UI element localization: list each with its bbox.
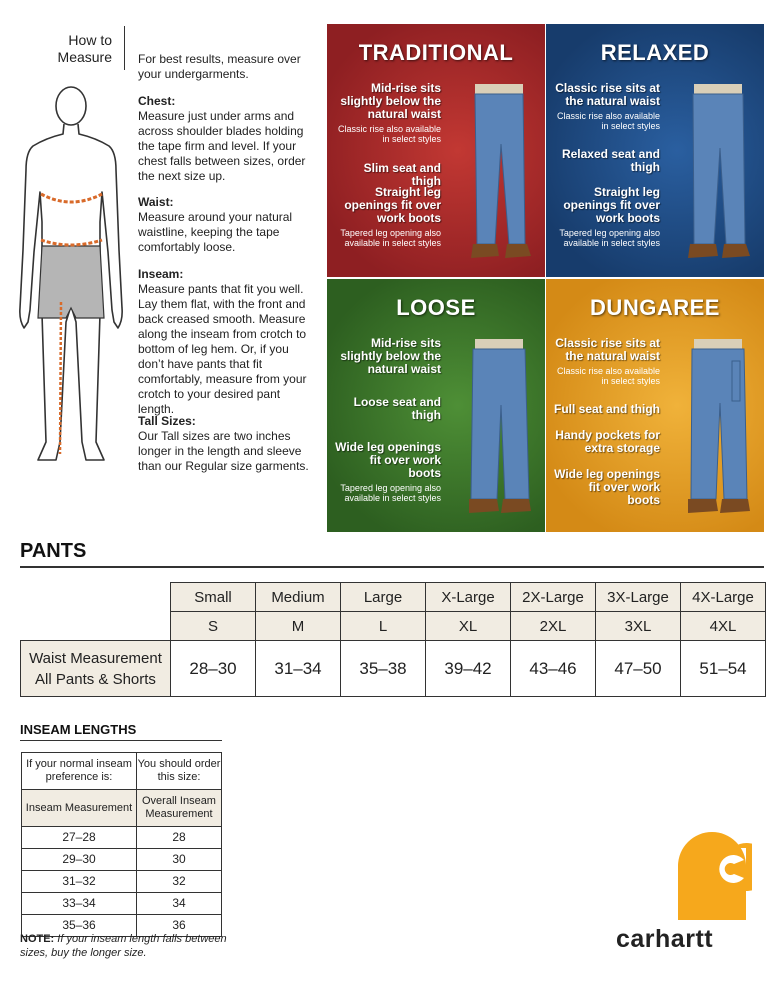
pants-size-table bbox=[20, 582, 766, 697]
fit-title: TRADITIONAL bbox=[358, 40, 514, 65]
fit-feature bbox=[554, 82, 660, 131]
size-code: XL bbox=[426, 612, 511, 641]
size-name: Medium bbox=[256, 583, 341, 612]
fit-panel-dungaree bbox=[546, 279, 764, 532]
jeans-image bbox=[469, 339, 531, 519]
carhartt-wordmark: carhartt bbox=[616, 925, 714, 953]
note-label: NOTE: bbox=[20, 933, 55, 945]
feature-bold: Full seat and thigh bbox=[554, 402, 661, 416]
section-text: Measure pants that fit you well. Lay them flat, with the front and back creased smooth. Measure along the inseam from crotch to bottom of leg hem. Or, if you don’t have pants that fit comfortably, measure from your crotch to your desired pant length. bbox=[138, 282, 307, 416]
inseam-header-1: If your normal inseam preference is: bbox=[22, 753, 137, 790]
carhartt-c-logo-icon bbox=[672, 826, 752, 920]
title-divider bbox=[124, 26, 125, 70]
size-code: 2XL bbox=[511, 612, 596, 641]
fit-panel-traditional bbox=[327, 24, 545, 277]
note-text: If your inseam length falls between sizes, buy the longer size. bbox=[20, 933, 227, 959]
empty-cell bbox=[21, 612, 171, 641]
intro-text: For best results, measure over your undergarments. bbox=[138, 52, 301, 81]
inseam-pref: 33–34 bbox=[22, 893, 137, 915]
size-name: Large bbox=[341, 583, 426, 612]
jeans-image bbox=[688, 84, 750, 264]
empty-cell bbox=[21, 583, 171, 612]
size-name: 4X-Large bbox=[681, 583, 766, 612]
size-code: 4XL bbox=[681, 612, 766, 641]
pants-divider bbox=[20, 566, 764, 568]
waist-value: 35–38 bbox=[341, 641, 426, 697]
feature-bold: Classic rise sits at the natural waist bbox=[555, 336, 660, 363]
inseam-heading: INSEAM LENGTHS bbox=[20, 722, 137, 737]
feature-note: Classic rise also available in select styles bbox=[556, 111, 660, 131]
feature-bold: Slim seat and thigh bbox=[363, 161, 441, 188]
feature-note: Classic rise also available in select styles bbox=[337, 124, 441, 144]
section-heading: Waist: bbox=[138, 195, 174, 209]
feature-bold: Wide leg openings fit over work boots bbox=[335, 440, 441, 480]
fit-feature bbox=[335, 441, 441, 503]
size-code: S bbox=[171, 612, 256, 641]
fit-feature bbox=[335, 396, 441, 422]
how-to-measure-title bbox=[20, 32, 112, 66]
fit-feature bbox=[335, 82, 441, 144]
inseam-subheader-1: Inseam Measurement bbox=[22, 790, 137, 827]
label-line-2: All Pants & Shorts bbox=[35, 670, 156, 688]
title-line-2: Measure bbox=[57, 49, 112, 65]
size-name: X-Large bbox=[426, 583, 511, 612]
inseam-order: 34 bbox=[137, 893, 222, 915]
inseam-pref: 35–36 bbox=[22, 915, 137, 937]
inseam-pref: 31–32 bbox=[22, 871, 137, 893]
inseam-subheader-2: Overall Inseam Measurement bbox=[137, 790, 222, 827]
jeans-image bbox=[469, 84, 531, 264]
inseam-note bbox=[20, 932, 230, 960]
size-name: 2X-Large bbox=[511, 583, 596, 612]
jeans-image bbox=[688, 339, 750, 519]
size-name: 3X-Large bbox=[596, 583, 681, 612]
body-measurement-figure bbox=[16, 82, 126, 472]
fit-feature bbox=[335, 186, 441, 248]
fit-feature bbox=[554, 148, 660, 174]
inseam-table bbox=[21, 752, 222, 937]
feature-bold: Straight leg openings fit over work boots bbox=[563, 185, 660, 225]
tall-sizes-section bbox=[138, 414, 318, 474]
inseam-order: 28 bbox=[137, 827, 222, 849]
feature-bold: Handy pockets for extra storage bbox=[555, 428, 660, 455]
feature-bold: Wide leg openings fit over work boots bbox=[554, 467, 660, 507]
waist-value: 47–50 bbox=[596, 641, 681, 697]
size-code: 3XL bbox=[596, 612, 681, 641]
feature-bold: Mid-rise sits slightly below the natural waist bbox=[340, 81, 441, 121]
label-line-1: Waist Measurement bbox=[29, 649, 162, 667]
waist-value: 31–34 bbox=[256, 641, 341, 697]
pants-heading: PANTS bbox=[20, 540, 87, 562]
section-heading: Chest: bbox=[138, 94, 176, 108]
fit-feature bbox=[335, 337, 441, 376]
chest-section bbox=[138, 94, 318, 184]
feature-bold: Loose seat and thigh bbox=[353, 395, 441, 422]
inseam-header-2: You should order this size: bbox=[137, 753, 222, 790]
waist-value: 39–42 bbox=[426, 641, 511, 697]
title-line-1: How to bbox=[68, 32, 112, 48]
inseam-pref: 27–28 bbox=[22, 827, 137, 849]
fit-feature bbox=[554, 468, 660, 507]
fit-feature bbox=[554, 337, 660, 386]
feature-note: Tapered leg opening also available in select styles bbox=[340, 228, 441, 248]
size-name: Small bbox=[171, 583, 256, 612]
feature-note: Tapered leg opening also available in select styles bbox=[559, 228, 660, 248]
section-text: Our Tall sizes are two inches longer in the length and sleeve than our Regular size garments. bbox=[138, 429, 309, 473]
fit-title: RELAXED bbox=[600, 40, 710, 65]
size-code: L bbox=[341, 612, 426, 641]
inseam-section bbox=[138, 267, 318, 417]
section-heading: Tall Sizes: bbox=[138, 414, 196, 428]
waist-value: 51–54 bbox=[681, 641, 766, 697]
feature-note: Classic rise also available in select styles bbox=[556, 366, 660, 386]
inseam-order: 30 bbox=[137, 849, 222, 871]
inseam-pref: 29–30 bbox=[22, 849, 137, 871]
inseam-order: 32 bbox=[137, 871, 222, 893]
fit-title: LOOSE bbox=[396, 295, 476, 320]
waist-section bbox=[138, 195, 318, 255]
inseam-divider bbox=[20, 740, 222, 741]
fit-feature bbox=[554, 429, 660, 455]
section-text: Measure just under arms and across shoulder blades holding the tape firm and level. If your chest falls between sizes, order the next size up. bbox=[138, 109, 306, 183]
size-code: M bbox=[256, 612, 341, 641]
section-text: Measure around your natural waistline, keeping the tape comfortably loose. bbox=[138, 210, 293, 254]
feature-bold: Classic rise sits at the natural waist bbox=[555, 81, 660, 108]
feature-bold: Straight leg openings fit over work boots bbox=[344, 185, 441, 225]
waist-value: 43–46 bbox=[511, 641, 596, 697]
feature-note: Tapered leg opening also available in select styles bbox=[340, 483, 441, 503]
fit-title: DUNGAREE bbox=[590, 295, 720, 320]
waist-row-label bbox=[21, 641, 171, 697]
feature-bold: Mid-rise sits slightly below the natural waist bbox=[340, 336, 441, 376]
fit-panel-loose bbox=[327, 279, 545, 532]
fit-feature bbox=[554, 186, 660, 248]
feature-bold: Relaxed seat and thigh bbox=[561, 147, 660, 174]
section-heading: Inseam: bbox=[138, 267, 184, 281]
fit-panel-relaxed bbox=[546, 24, 764, 277]
waist-value: 28–30 bbox=[171, 641, 256, 697]
inseam-order: 36 bbox=[137, 915, 222, 937]
fit-feature bbox=[554, 403, 660, 416]
